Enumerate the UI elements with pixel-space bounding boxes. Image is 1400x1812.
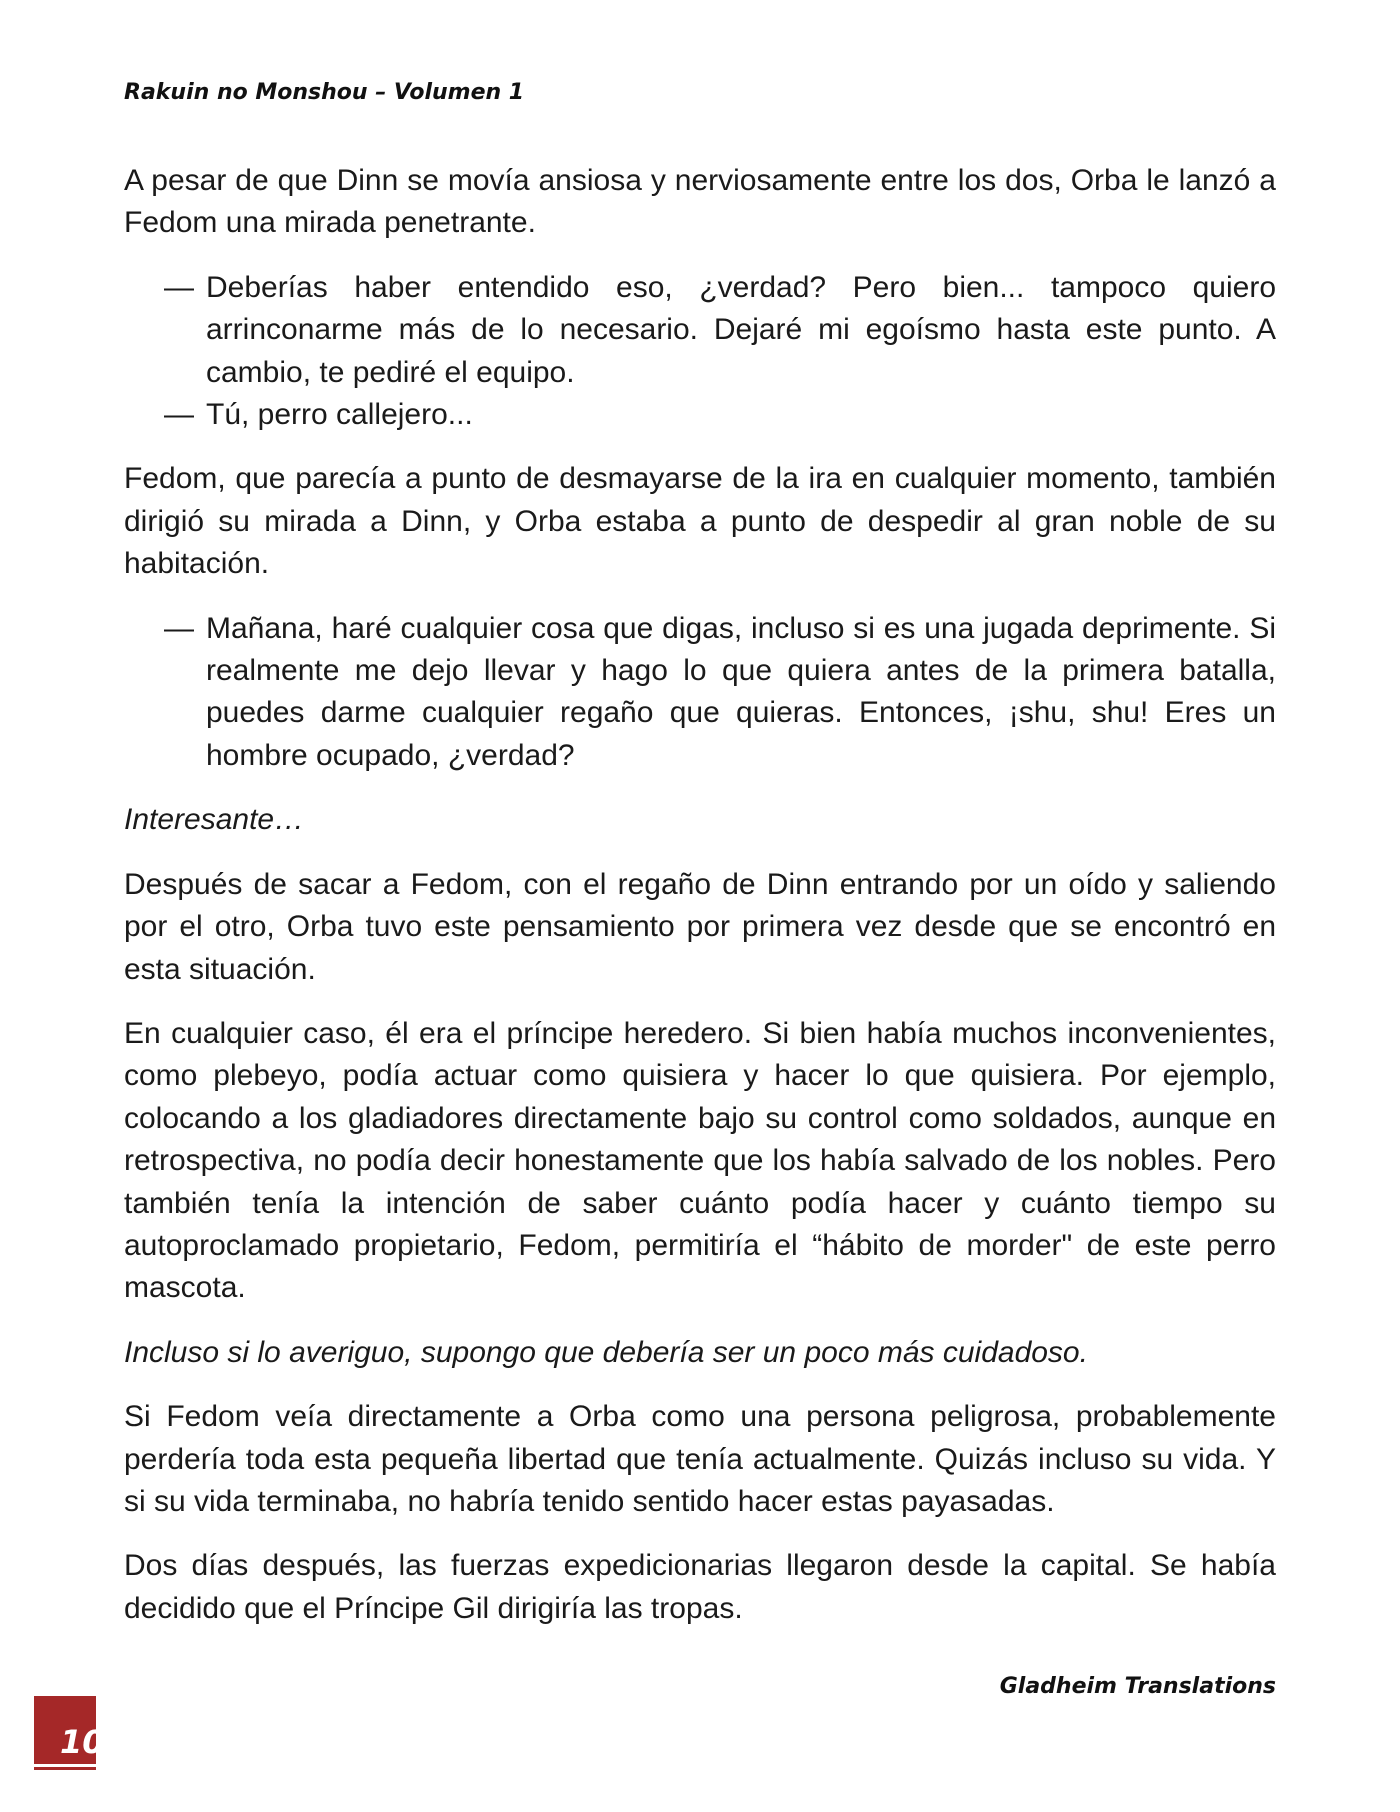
dialogue-dash: — xyxy=(164,611,194,645)
running-header: Rakuin no Monshou – Volumen 1 xyxy=(124,80,525,105)
paragraph: A pesar de que Dinn se movía ansiosa y nerviosamente entre los dos, Orba le lanzó a Fedom una mirada penetrante. xyxy=(124,164,1276,240)
dialogue-block xyxy=(124,608,1276,778)
paragraph: Fedom, que parecía a punto de desmayarse de la ira en cualquier momento, también dirigió su mirada a Dinn, y Orba estaba a punto de despedir al gran noble de su habitación. xyxy=(124,462,1276,581)
page-number-underline xyxy=(34,1764,96,1767)
dialogue-line xyxy=(164,267,1276,394)
dialogue-text: Deberías haber entendido eso, ¿verdad? Pero bien... tampoco quiero arrinconarme más de lo necesario. Dejaré mi egoísmo hasta este punto. A cambio, te pediré el equipo. xyxy=(206,270,1276,389)
inner-thought: Incluso si lo averiguo, supongo que debería ser un poco más cuidadoso. xyxy=(124,1335,1088,1369)
dialogue-line xyxy=(164,394,1276,436)
paragraph: Después de sacar a Fedom, con el regaño de Dinn entrando por un oído y saliendo por el otro, Orba tuvo este pensamiento por primera vez desde que se encontró en esta situación. xyxy=(124,867,1276,986)
paragraph: Dos días después, las fuerzas expedicionarias llegaron desde la capital. Se había decidido que el Príncipe Gil dirigiría las tropas. xyxy=(124,1549,1276,1625)
dialogue-block xyxy=(124,267,1276,437)
dialogue-text: Mañana, haré cualquier cosa que digas, incluso si es una jugada deprimente. Si realmente me dejo llevar y hago lo que quiera antes de la primera batalla, puedes darme cualquier regaño que quieras. Entonces, ¡shu, shu! Eres un hombre ocupado, ¿verdad? xyxy=(206,611,1276,772)
dialogue-dash: — xyxy=(164,398,194,432)
dialogue-dash: — xyxy=(164,270,194,304)
paragraph: En cualquier caso, él era el príncipe heredero. Si bien había muchos inconvenientes, como plebeyo, podía actuar como quisiera y hacer lo que quisiera. Por ejemplo, colocando a los gladiadores directamente bajo su control como soldados, aunque en retrospectiva, no podía decir honestamente que los había salvado de los nobles. Pero también tenía la intención de saber cuánto podía hacer y cuánto tiempo su autoproclamado propietario, Fedom, permitiría el “hábito de morder" de este perro mascota. xyxy=(124,1016,1276,1305)
page-body xyxy=(124,160,1276,1652)
page-number: 10 xyxy=(60,1723,105,1761)
translator-credit: Gladheim Translations xyxy=(999,1674,1276,1699)
paragraph: Si Fedom veía directamente a Orba como una persona peligrosa, probablemente perdería toda esta pequeña libertad que tenía actualmente. Quizás incluso su vida. Y si su vida terminaba, no habría tenido sentido hacer estas payasadas. xyxy=(124,1400,1276,1518)
dialogue-line xyxy=(164,608,1276,778)
dialogue-text: Tú, perro callejero... xyxy=(206,398,473,432)
inner-thought: Interesante… xyxy=(124,803,305,837)
